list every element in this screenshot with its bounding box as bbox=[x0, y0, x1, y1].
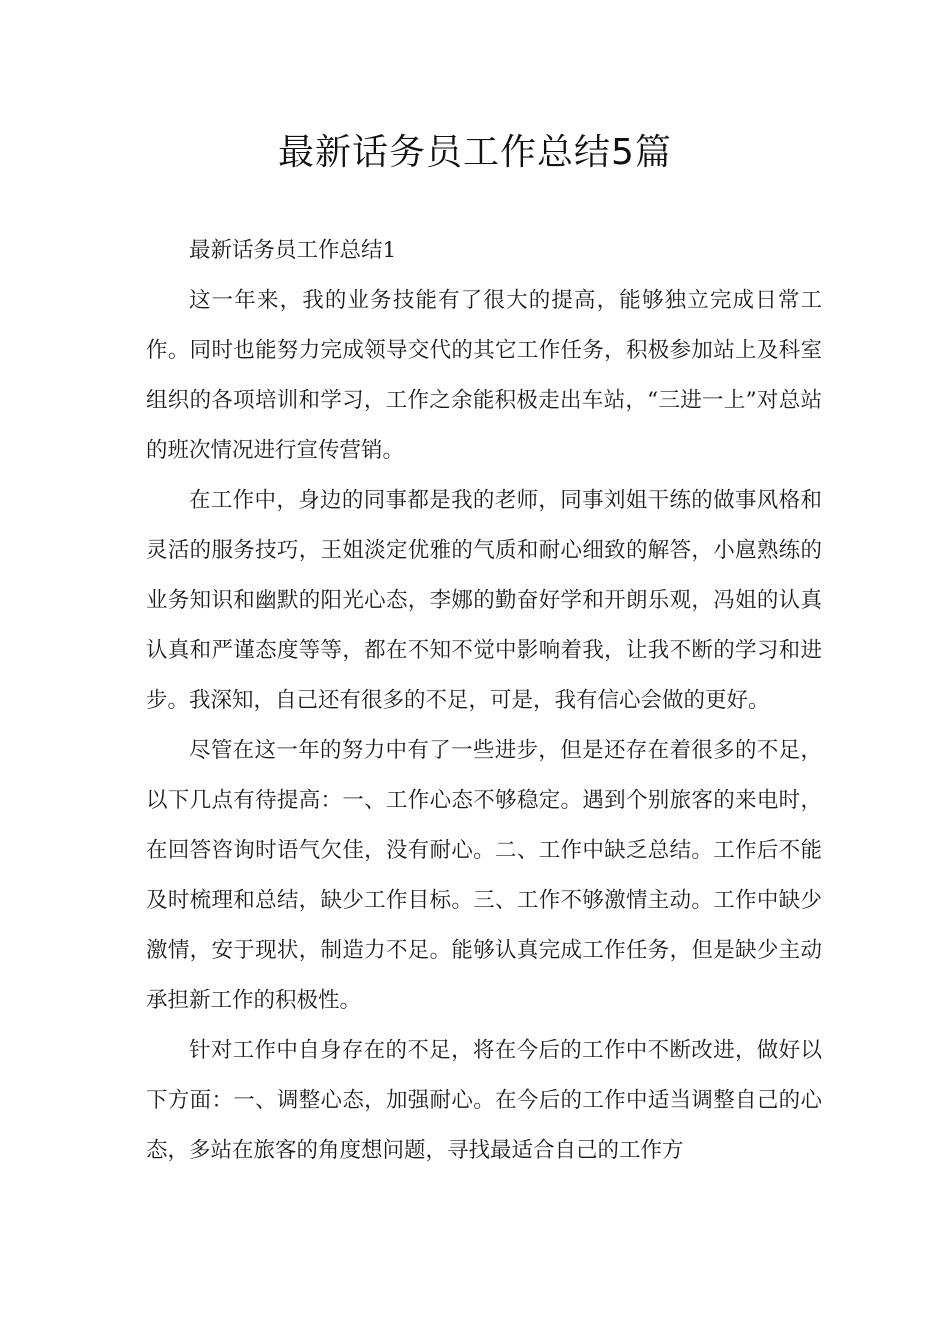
paragraph-3: 尽管在这一年的努力中有了一些进步，但是还存在着很多的不足，以下几点有待提高：一、工作心态不够稳定。遇到个别旅客的来电时，在回答咨询时语气欠佳，没有耐心。二、工作中缺乏总结。工作后不能及时梳理和总结，缺少工作目标。三、工作不够激情主动。工作中缺少激情，安于现状，制造力不足。能够认真完成工作任务，但是缺少主动承担新工作的积极性。 bbox=[146, 738, 822, 1013]
paragraph-1: 这一年来，我的业务技能有了很大的提高，能够独立完成日常工作。同时也能努力完成领导交代的其它工作任务，积极参加站上及科室组织的各项培训和学习，工作之余能积极走出车站，“三进一上”对总站的班次情况进行宣传营销。 bbox=[146, 288, 822, 463]
paragraph-2: 在工作中，身边的同事都是我的老师，同事刘姐干练的做事风格和灵活的服务技巧，王姐淡定优雅的气质和耐心细致的解答，小扈熟练的业务知识和幽默的阳光心态，李娜的勤奋好学和开朗乐观，冯姐的认真认真和严谨态度等等，都在不知不觉中影响着我，让我不断的学习和进步。我深知，自己还有很多的不足，可是，我有信心会做的更好。 bbox=[146, 488, 822, 713]
paragraph-4: 针对工作中自身存在的不足，将在今后的工作中不断改进，做好以下方面：一、调整心态，加强耐心。在今后的工作中适当调整自己的心态，多站在旅客的角度想问题，寻找最适合自己的工作方 bbox=[146, 1038, 822, 1163]
section-heading: 最新话务员工作总结1 bbox=[189, 238, 397, 263]
document-title: 最新话务员工作总结5篇 bbox=[278, 132, 672, 173]
document-body bbox=[146, 226, 822, 1176]
